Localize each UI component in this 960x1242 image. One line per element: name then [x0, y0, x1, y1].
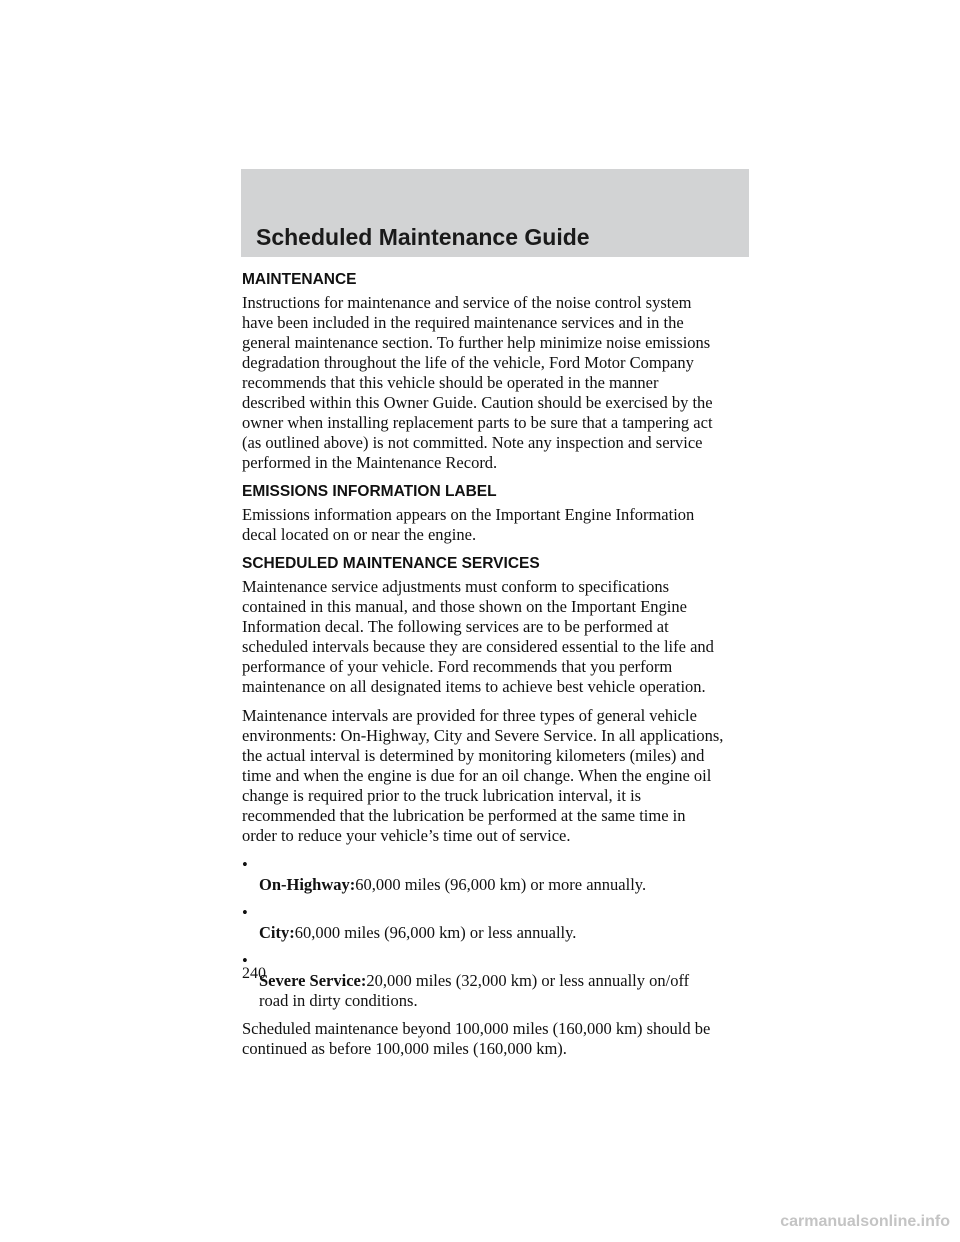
- list-item: [242, 855, 754, 895]
- section-heading: MAINTENANCE: [242, 271, 357, 288]
- list-item: [242, 951, 754, 1011]
- service-type-list: [242, 855, 754, 1011]
- bullet-label: On-Highway:: [259, 875, 356, 894]
- header-band: [241, 169, 749, 257]
- closing-paragraph: Scheduled maintenance beyond 100,000 miles (160,000 km) should be continued as before 100,000 miles (160,000 km).: [242, 1019, 711, 1058]
- bullet-text: 60,000 miles (96,000 km) or more annually.: [355, 875, 647, 894]
- bullet-label: City:: [259, 923, 295, 942]
- section-emissions-label: [242, 482, 754, 545]
- bullet-icon: •: [242, 951, 248, 970]
- document-body: [242, 270, 754, 1068]
- paragraph: Maintenance service adjustments must conform to specifications contained in this manual, and those shown on the Important Engine Information decal. The following services are to be performed at scheduled intervals because they are considered essential to the life and performance of your vehicle. Ford recommends that you perform maintenance on all designated items to achieve best vehicle operation.: [242, 577, 714, 696]
- bullet-icon: •: [242, 855, 248, 874]
- bullet-text: 60,000 miles (96,000 km) or less annually.: [294, 923, 577, 942]
- section-heading: SCHEDULED MAINTENANCE SERVICES: [242, 555, 540, 572]
- paragraph: Emissions information appears on the Important Engine Information decal located on or near the engine.: [242, 505, 695, 544]
- page-title: Scheduled Maintenance Guide: [256, 224, 590, 250]
- bullet-icon: •: [242, 903, 248, 922]
- paragraph: Instructions for maintenance and service of the noise control system have been included in the required maintenance services and in the general maintenance section. To further help minimize noise emissions degradation throughout the life of the vehicle, Ford Motor Company recommends that this vehicle should be operated in the manner described within this Owner Guide. Caution should be exercised by the owner when installing replacement parts to be sure that a tampering act (as outlined above) is not committed. Note any inspection and service performed in the Maintenance Record.: [242, 293, 713, 472]
- page-number: 240: [242, 965, 266, 982]
- section-heading: EMISSIONS INFORMATION LABEL: [242, 483, 497, 500]
- bullet-label: Severe Service:: [259, 971, 367, 990]
- footer-watermark: carmanualsonline.info: [780, 1213, 950, 1230]
- section-scheduled-services: [242, 554, 754, 1059]
- bullet-text: 20,000 miles (32,000 km) or less annually on/off road in dirty conditions.: [259, 971, 690, 1010]
- paragraph: Maintenance intervals are provided for three types of general vehicle environments: On-Highway, City and Severe Service. In all applications, the actual interval is determined by monitoring kilometers (miles) and time and when the engine is due for an oil change. When the engine oil change is required prior to the truck lubrication interval, it is recommended that the lubrication be performed at the same time in order to reduce your vehicle’s time out of service.: [242, 706, 724, 845]
- section-maintenance: [242, 270, 754, 473]
- list-item: [242, 903, 754, 943]
